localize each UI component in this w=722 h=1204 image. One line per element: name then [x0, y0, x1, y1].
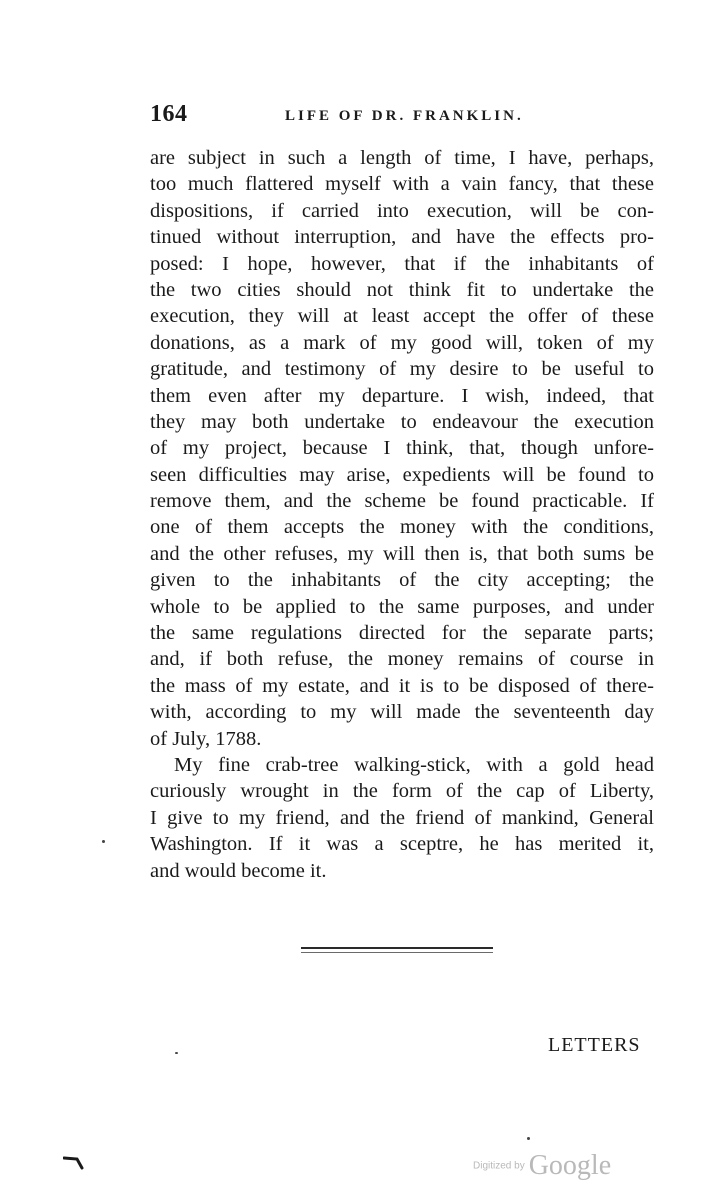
text-line: gratitude, and testimony of my desire to be useful to: [150, 358, 654, 381]
text-line: and the other refuses, my will then is, that both sums be: [150, 542, 654, 565]
text-line: I give to my friend, and the friend of mankind, General: [150, 806, 654, 829]
text-line: remove them, and the scheme be found practicable. If: [150, 490, 654, 513]
text-line: are subject in such a length of time, I have, perhaps,: [150, 147, 654, 169]
google-logo: Google: [528, 1150, 612, 1181]
text-line: with, according to my will made the seventeenth day: [150, 701, 654, 724]
running-header: [150, 101, 654, 133]
text-line: given to the inhabitants of the city accepting; the: [150, 569, 654, 592]
running-title: LIFE OF DR. FRANKLIN.: [285, 108, 524, 124]
text-line: the mass of my estate, and it is to be disposed of there-: [150, 674, 654, 697]
text-line: dispositions, if carried into execution, will be con-: [150, 199, 654, 222]
text-line: Washington. If it was a sceptre, he has merited it,: [150, 833, 654, 856]
text-line: they may both undertake to endeavour the execution: [150, 410, 654, 433]
text-line: My fine crab-tree walking-stick, with a gold head: [174, 753, 654, 776]
text-line: the same regulations directed for the separate parts;: [150, 622, 654, 645]
body-text: [150, 145, 654, 884]
stray-mark: [175, 1052, 178, 1054]
text-line: tinued without interruption, and have the effects pro-: [150, 226, 654, 249]
catchword: LETTERS: [548, 1034, 641, 1056]
text-line: of July, 1788.: [150, 727, 262, 750]
text-line: and, if both refuse, the money remains of course in: [150, 648, 654, 671]
text-line: and would become it.: [150, 859, 327, 882]
stray-mark: [102, 840, 105, 843]
stray-mark: [527, 1137, 530, 1140]
text-line: seen difficulties may arise, expedients will be found to: [150, 463, 654, 486]
watermark-prefix: Digitized by: [473, 1160, 525, 1172]
text-line: donations, as a mark of my good will, token of my: [150, 331, 654, 354]
page-number: 164: [150, 101, 188, 127]
text-line: of my project, because I think, that, though unfore-: [150, 437, 654, 460]
text-line: one of them accepts the money with the conditions,: [150, 516, 654, 539]
text-line: curiously wrought in the form of the cap of Liberty,: [150, 780, 654, 803]
text-line: whole to be applied to the same purposes, and under: [150, 595, 654, 618]
text-line: posed: I hope, however, that if the inhabitants of: [150, 252, 654, 275]
text-line: them even after my departure. I wish, indeed, that: [150, 384, 654, 407]
digitized-watermark: [473, 1150, 611, 1182]
text-line: the two cities should not think fit to undertake the: [150, 278, 654, 301]
section-divider: [301, 946, 493, 955]
text-line: too much flattered myself with a vain fancy, that these: [150, 173, 654, 196]
corner-mark: [63, 1155, 87, 1171]
text-line: execution, they will at least accept the offer of these: [150, 305, 654, 328]
